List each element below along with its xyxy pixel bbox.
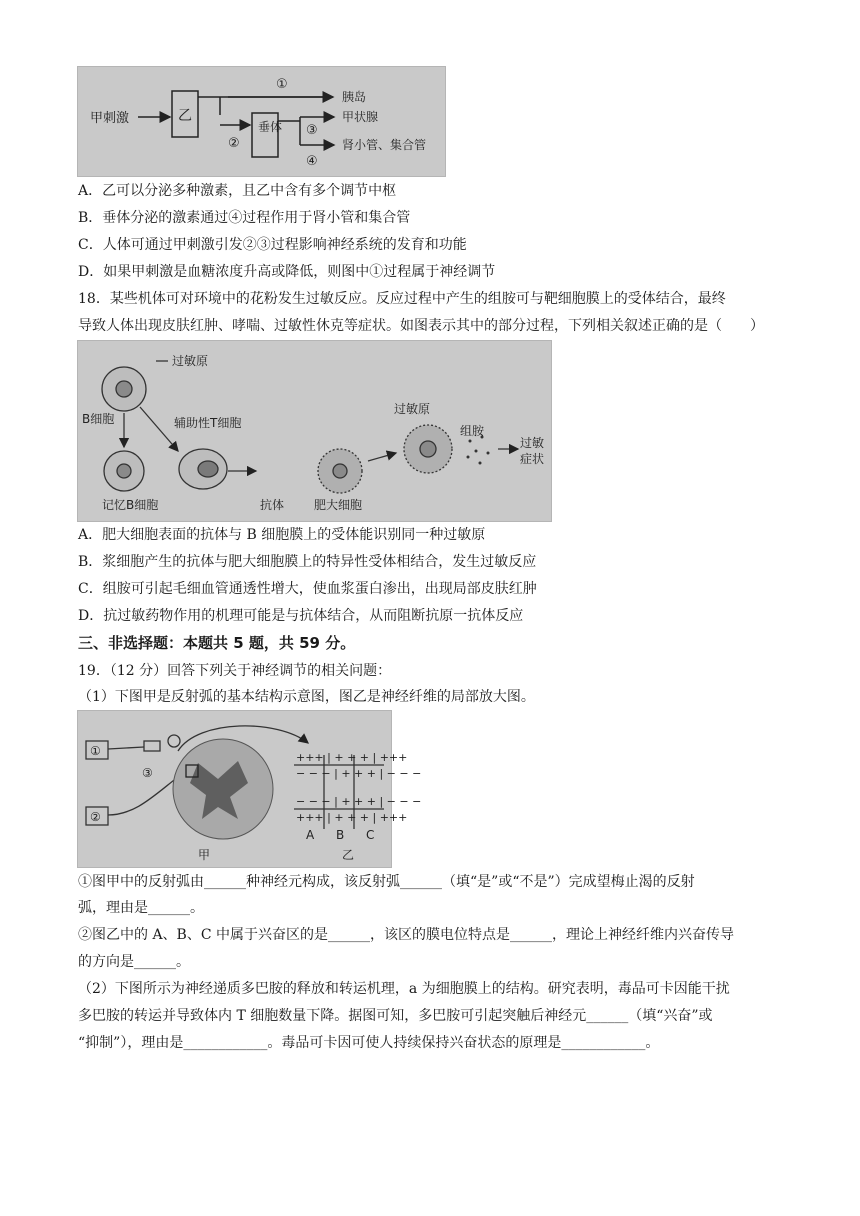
region-b-label: B	[336, 828, 345, 842]
target-2: 甲状腺	[342, 110, 379, 124]
q18-stem-line1: 18．某些机体可对环境中的花粉发生过敏反应。反应过程中产生的组胺可与靶细胞膜上的受体结合，最终	[78, 291, 726, 307]
memory-b-label: 记忆B细胞	[102, 498, 159, 512]
allergy-process-figure	[77, 340, 552, 522]
figure-jia-label: 甲	[198, 848, 211, 862]
potential-row-bottom-1: − − − | + + + | − − −	[296, 795, 422, 808]
q19-line6: 多巴胺的转运并导致体内 T 细胞数量下降。据图可知，多巴胺可引起突触后神经元______（填“兴奋”或	[78, 1008, 713, 1024]
q19-line1: ①图甲中的反射弧由______种神经元构成，该反射弧______（填“是”或“不是”）完成望梅止渴的反射	[78, 874, 695, 890]
q18-option-d: D．抗过敏药物作用的机理可能是与抗体结合，从而阻断抗原一抗体反应	[78, 608, 524, 624]
marker-3: ③	[142, 766, 153, 780]
region-c-label: C	[366, 828, 375, 842]
b-cell-label: B细胞	[82, 412, 115, 426]
antibody-label: 抗体	[260, 498, 285, 512]
q18-option-a: A．肥大细胞表面的抗体与 B 细胞膜上的受体能识别同一种过敏原	[78, 527, 486, 543]
allergen-label-right: 过敏原	[394, 402, 431, 416]
histamine-label: 组胺	[460, 424, 485, 438]
figure-yi-label: 乙	[342, 848, 355, 862]
q18-option-b: B．浆细胞产生的抗体与肥大细胞膜上的特异性受体相结合，发生过敏反应	[78, 554, 537, 570]
symptom-label-2: 症状	[520, 452, 545, 466]
q18-stem-line2: 导致人体出现皮肤红肿、哮喘、过敏性休克等症状。如图表示其中的部分过程，下列相关叙述正确的是（ ）	[78, 318, 764, 334]
q19-line5: （2）下图所示为神经递质多巴胺的释放和转运机理，a 为细胞膜上的结构。研究表明，毒品可卡因能干扰	[78, 981, 730, 997]
reflex-arc-figure	[77, 710, 422, 868]
q19-line3: ②图乙中的 A、B、C 中属于兴奋区的是______，该区的膜电位特点是______，理论上神经纤维内兴奋传导	[78, 927, 735, 943]
num-4: ④	[306, 154, 318, 169]
box-pituitary-label: 垂体	[258, 120, 283, 134]
stimulus-label: 甲刺激	[90, 111, 130, 126]
region-a-label: A	[306, 828, 315, 842]
marker-1: ①	[90, 744, 101, 758]
q18-option-c: C．组胺可引起毛细血管通透性增大，使血浆蛋白渗出，出现局部皮肤红肿	[78, 581, 537, 597]
potential-row-bottom-2: +++ | + + + | +++	[296, 811, 408, 824]
potential-row-top-2: − − − | + + + | − − −	[296, 767, 422, 780]
q19-stem: 19．（12 分）回答下列关于神经调节的相关问题：	[78, 663, 392, 679]
q19-line4: 的方向是______。	[78, 954, 190, 970]
target-1: 胰岛	[342, 90, 367, 104]
q19-line7: “抑制”），理由是____________。毒品可卡因可使人持续保持兴奋状态的原理是____________。	[78, 1035, 660, 1051]
mast-cell-label: 肥大细胞	[314, 498, 363, 512]
q17-option-d: D．如果甲刺激是血糖浓度升高或降低，则图中①过程属于神经调节	[78, 264, 496, 280]
q19-part1-intro: （1）下图甲是反射弧的基本结构示意图，图乙是神经纤维的局部放大图。	[78, 689, 535, 705]
symptom-label-1: 过敏	[520, 436, 545, 450]
num-1: ①	[276, 77, 288, 92]
marker-2: ②	[90, 810, 101, 824]
num-2: ②	[228, 136, 240, 151]
potential-row-top-1: +++ | + + + | +++	[296, 751, 408, 764]
q19-line2: 弧，理由是______。	[78, 900, 204, 916]
q17-option-c: C．人体可通过甲刺激引发②③过程影响神经系统的发育和功能	[78, 237, 467, 253]
hormone-regulation-figure	[77, 66, 446, 177]
target-3: 肾小管、集合管	[342, 138, 427, 152]
helper-t-label: 辅助性T细胞	[174, 416, 242, 430]
section-heading: 三、非选择题：本题共 5 题，共 59 分。	[78, 634, 356, 652]
q17-option-b: B．垂体分泌的激素通过④过程作用于肾小管和集合管	[78, 210, 411, 226]
q17-option-a: A．乙可以分泌多种激素，且乙中含有多个调节中枢	[78, 183, 397, 199]
allergen-label-top: 过敏原	[172, 354, 209, 368]
num-3: ③	[306, 123, 318, 138]
box-yi-label: 乙	[178, 108, 192, 124]
